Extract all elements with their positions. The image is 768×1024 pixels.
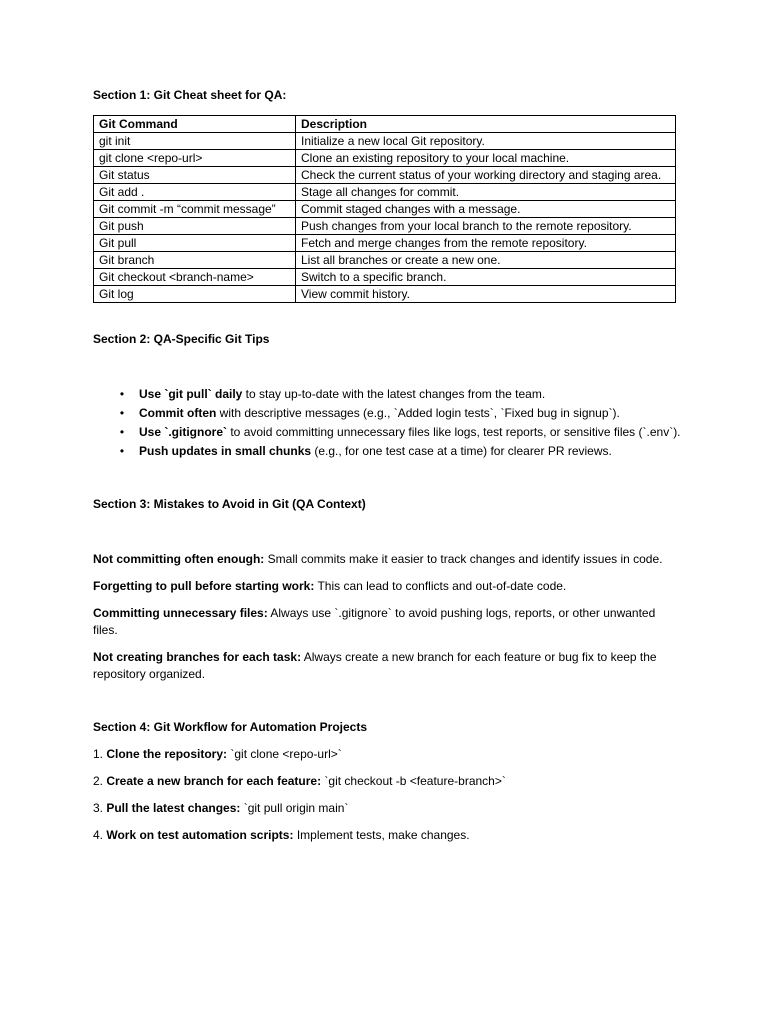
- document-page: [93, 87, 683, 854]
- step-text: `git clone <repo-url>`: [227, 747, 342, 761]
- tip-bold: Push updates in small chunks: [139, 444, 312, 458]
- table-row: [94, 286, 676, 303]
- git-cheat-sheet-table: [93, 115, 676, 303]
- table-row: [94, 184, 676, 201]
- tip-text: with descriptive messages (e.g., `Added login tests`, `Fixed bug in signup`).: [216, 406, 620, 420]
- step-bold: Work on test automation scripts:: [106, 828, 294, 842]
- section3-title: Section 3: Mistakes to Avoid in Git (QA Context): [93, 497, 366, 511]
- command-cell: Git push: [94, 218, 296, 235]
- bullet-icon: •: [119, 387, 125, 401]
- description-cell: Fetch and merge changes from the remote repository.: [296, 235, 676, 252]
- mistake-text: Small commits make it easier to track changes and identify issues in code.: [264, 552, 663, 566]
- table-row: [94, 150, 676, 167]
- mistake-bold: Committing unnecessary files:: [93, 606, 268, 620]
- table-row: [94, 218, 676, 235]
- description-cell: Initialize a new local Git repository.: [296, 133, 676, 150]
- description-cell: Clone an existing repository to your local machine.: [296, 150, 676, 167]
- command-cell: Git branch: [94, 252, 296, 269]
- workflow-steps: [93, 746, 683, 844]
- tip-bold: Commit often: [139, 406, 217, 420]
- mistakes-list: [93, 551, 683, 683]
- step-bold: Pull the latest changes:: [106, 801, 241, 815]
- command-cell: Git add .: [94, 184, 296, 201]
- tip-text: to avoid committing unnecessary files like logs, test reports, or sensitive files (`.env`).: [227, 425, 681, 439]
- description-cell: View commit history.: [296, 286, 676, 303]
- step-bold: Create a new branch for each feature:: [106, 774, 322, 788]
- mistake-bold: Not creating branches for each task:: [93, 650, 302, 664]
- list-item: [119, 443, 683, 460]
- command-cell: Git status: [94, 167, 296, 184]
- bullet-icon: •: [119, 425, 125, 439]
- step-bold: Clone the repository:: [106, 747, 228, 761]
- step-number: 3.: [93, 801, 107, 815]
- command-cell: Git checkout <branch-name>: [94, 269, 296, 286]
- description-cell: Stage all changes for commit.: [296, 184, 676, 201]
- description-cell: Switch to a specific branch.: [296, 269, 676, 286]
- table-row: [94, 269, 676, 286]
- command-cell: Git log: [94, 286, 296, 303]
- section1-title: Section 1: Git Cheat sheet for QA:: [93, 88, 287, 102]
- mistake-text: This can lead to conflicts and out-of-date code.: [314, 579, 567, 593]
- step-text: Implement tests, make changes.: [293, 828, 470, 842]
- step-number: 1.: [93, 747, 107, 761]
- step-number: 2.: [93, 774, 107, 788]
- table-row: [94, 252, 676, 269]
- tip-text: (e.g., for one test case at a time) for clearer PR reviews.: [311, 444, 612, 458]
- description-cell: List all branches or create a new one.: [296, 252, 676, 269]
- tip-bold: Use `git pull` daily: [139, 387, 243, 401]
- tip-bold: Use `.gitignore`: [139, 425, 228, 439]
- table-row: [94, 201, 676, 218]
- mistake-bold: Forgetting to pull before starting work:: [93, 579, 315, 593]
- command-cell: Git commit -m “commit message”: [94, 201, 296, 218]
- table-row: [94, 167, 676, 184]
- table-row: [94, 133, 676, 150]
- list-item: [93, 649, 683, 683]
- step-text: `git checkout -b <feature-branch>`: [321, 774, 506, 788]
- list-item: [93, 605, 683, 639]
- description-cell: Push changes from your local branch to the remote repository.: [296, 218, 676, 235]
- list-item: [119, 405, 683, 422]
- list-item: [93, 551, 683, 568]
- description-cell: Check the current status of your working directory and staging area.: [296, 167, 676, 184]
- command-cell: git clone <repo-url>: [94, 150, 296, 167]
- column-header-description: Description: [296, 116, 676, 133]
- command-cell: git init: [94, 133, 296, 150]
- section4-title: Section 4: Git Workflow for Automation Projects: [93, 720, 368, 734]
- column-header-command: Git Command: [94, 116, 296, 133]
- list-item: [119, 386, 683, 403]
- git-tips-list: [93, 386, 683, 460]
- bullet-icon: •: [119, 406, 125, 420]
- list-item: [93, 746, 683, 763]
- table-header-row: [94, 116, 676, 133]
- mistake-text: Always create a new branch for each feature or bug fix to keep the repository organized.: [93, 650, 657, 681]
- list-item: [119, 424, 683, 441]
- step-text: `git pull origin main`: [240, 801, 349, 815]
- command-cell: Git pull: [94, 235, 296, 252]
- bullet-icon: •: [119, 444, 125, 458]
- list-item: [93, 578, 683, 595]
- step-number: 4.: [93, 828, 107, 842]
- table-row: [94, 235, 676, 252]
- mistake-bold: Not committing often enough:: [93, 552, 265, 566]
- description-cell: Commit staged changes with a message.: [296, 201, 676, 218]
- list-item: [93, 773, 683, 790]
- tip-text: to stay up-to-date with the latest changes from the team.: [242, 387, 546, 401]
- mistake-text: Always use `.gitignore` to avoid pushing logs, reports, or other unwanted files.: [93, 606, 656, 637]
- list-item: [93, 800, 683, 817]
- section2-title: Section 2: QA-Specific Git Tips: [93, 332, 270, 346]
- list-item: [93, 827, 683, 844]
